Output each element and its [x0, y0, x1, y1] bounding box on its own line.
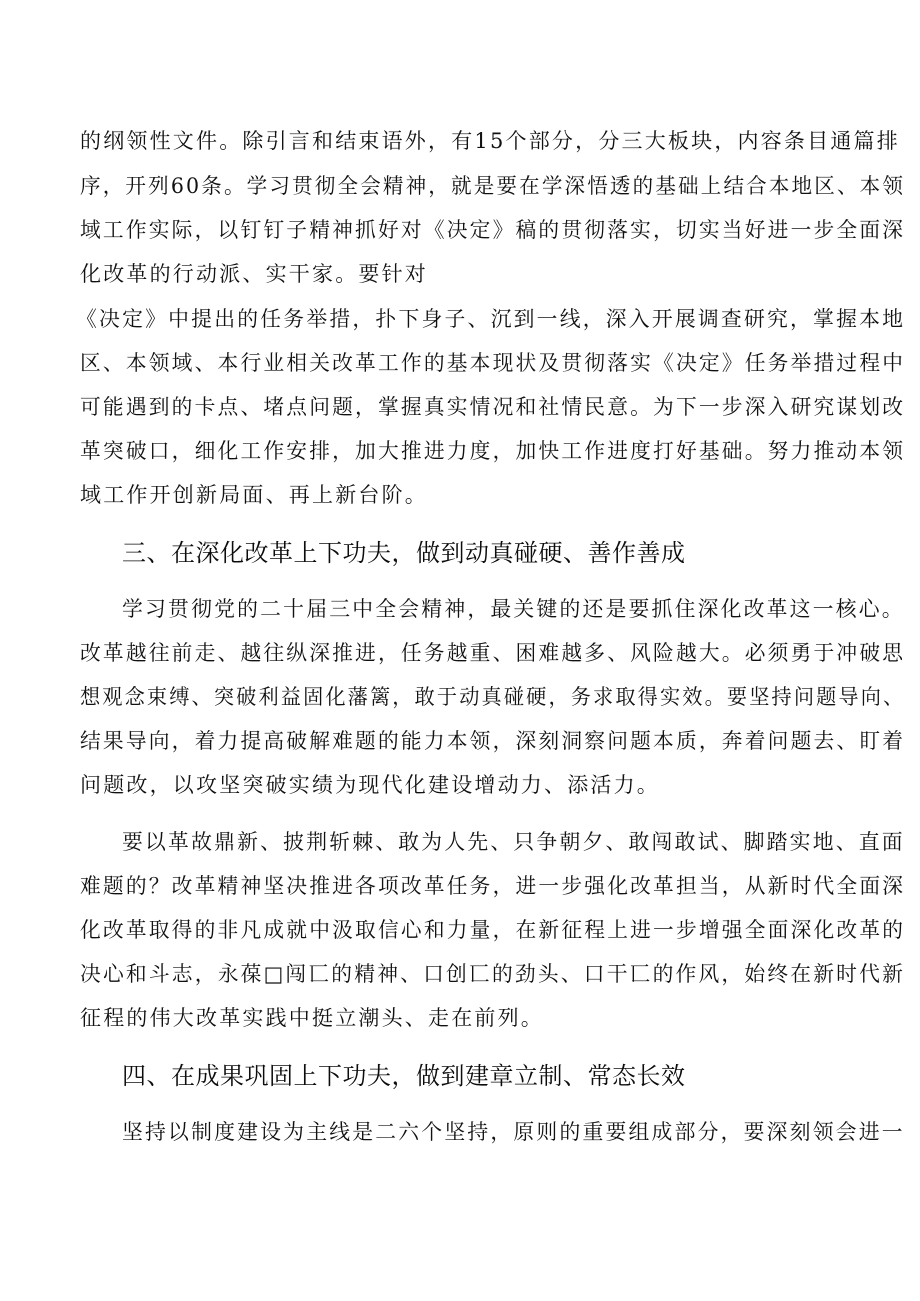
paragraph-3-line-3: 想观念束缚、突破利益固化藩篱，敢于动真碰硬，务求取得实效。要坚持问题导向、	[80, 685, 906, 709]
section-heading-3: 三、在深化改革上下功夫，做到动真碰硬、善作善成	[122, 539, 686, 567]
paragraph-1-line-4: 化改革的行动派、实干家。要针对	[80, 262, 428, 286]
paragraph-3-line-4: 结果导向，着力提高破解难题的能力本领，深刻洞察问题本质，奔着问题去、盯着	[80, 729, 906, 753]
paragraph-4-line-1: 要以革故鼎新、披荆斩棘、敢为人先、只争朝夕、敢闯敢试、脚踏实地、直面	[122, 830, 905, 854]
paragraph-4-line-3: 化改革取得的非凡成就中汲取信心和力量，在新征程上进一步增强全面深化改革的	[80, 918, 906, 942]
paragraph-4-line-2: 难题的？改革精神坚决推进各项改革任务，进一步强化改革担当，从新时代全面深	[80, 874, 906, 898]
paragraph-2-line-2: 区、本领域、本行业相关改革工作的基本现状及贯彻落实《决定》任务举措过程中	[80, 351, 906, 375]
paragraph-4-line-4: 决心和斗志，永葆□闯匸的精神、口创匸的劲头、口干匸的作风，始终在新时代新	[80, 962, 906, 986]
paragraph-3-line-2: 改革越往前走、越往纵深推进，任务越重、困难越多、风险越大。必须勇于冲破思	[80, 641, 906, 665]
paragraph-3-line-1: 学习贯彻党的二十届三中全会精神，最关键的还是要抓住深化改革这一核心。	[122, 597, 905, 621]
paragraph-5-line-1: 坚持以制度建设为主线是二六个坚持，原则的重要组成部分，要深刻领会进一	[122, 1120, 905, 1144]
paragraph-2-line-4: 革突破口，细化工作安排，加大推进力度，加快工作进度打好基础。努力推动本领	[80, 439, 906, 463]
paragraph-1-line-2: 序，开列60条。学习贯彻全会精神，就是要在学深悟透的基础上结合本地区、本领	[80, 174, 906, 198]
paragraph-3-line-5: 问题改，以攻坚突破实绩为现代化建设增动力、添活力。	[80, 773, 660, 797]
paragraph-1-line-3: 域工作实际，以钉钉子精神抓好对《决定》稿的贯彻落实，切实当好进一步全面深	[80, 218, 906, 242]
paragraph-2-line-5: 域工作开创新局面、再上新台阶。	[80, 483, 428, 507]
paragraph-1-line-1: 的纲领性文件。除引言和结束语外，有15个部分，分三大板块，内容条目通篇排	[80, 129, 900, 153]
paragraph-4-line-5: 征程的伟大改革实践中挺立潮头、走在前列。	[80, 1006, 544, 1030]
paragraph-2-line-3: 可能遇到的卡点、堵点问题，掌握真实情况和社情民意。为下一步深入研究谋划改	[80, 395, 906, 419]
section-heading-4: 四、在成果巩固上下功夫，做到建章立制、常态长效	[122, 1062, 686, 1090]
paragraph-2-line-1: 《决定》中提出的任务举措，扑下身子、沉到一线，深入开展调查研究，掌握本地	[76, 307, 906, 331]
